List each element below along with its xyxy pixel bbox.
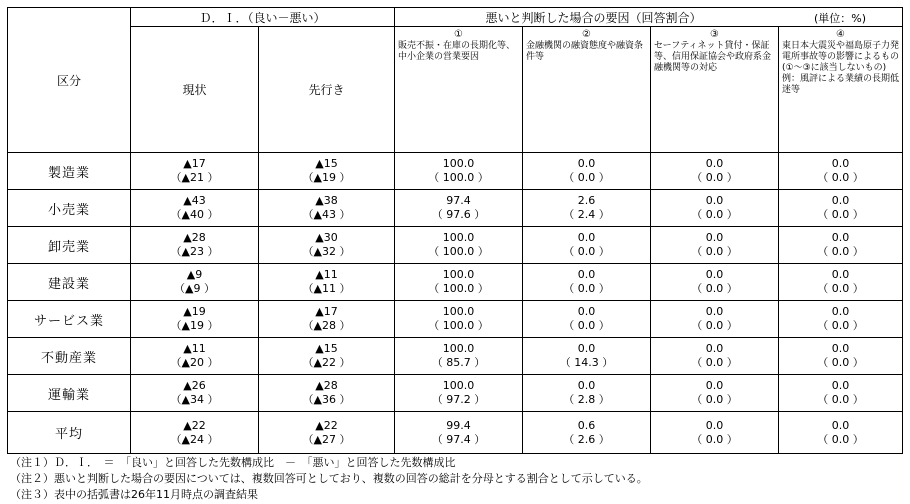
table-row	[8, 301, 903, 338]
reason-title: 悪いと判断した場合の要因（回答割合）	[485, 10, 702, 25]
di-header: Ｄ．Ｉ．（良い－悪い）	[131, 8, 395, 27]
cell-future-previous: （▲28 ）	[302, 319, 351, 332]
cell-future-previous: （▲11 ）	[302, 282, 351, 295]
cell-future-current: ▲22	[315, 418, 338, 432]
cell-r4-current: 0.0	[831, 157, 850, 170]
table-row	[8, 190, 903, 227]
cell-future-previous: （▲27 ）	[302, 432, 351, 446]
cell-r4-previous: （ 0.0 ）	[817, 393, 864, 406]
cell-r3	[651, 375, 779, 412]
cell-r2	[523, 264, 651, 301]
table-row	[8, 412, 903, 454]
cell-r4-current: 0.0	[831, 231, 850, 244]
cell-future-previous: （▲43 ）	[302, 208, 351, 221]
reason-4-text: 東日本大震災や福島原子力発電所事故等の影響によるもの(①～③に該当しないもの) 例：風評による業績の長期低迷等	[782, 41, 900, 95]
cell-r4-previous: （ 0.0 ）	[817, 356, 864, 369]
cell-r4-current: 0.0	[831, 418, 850, 432]
row-category: 運輸業	[8, 375, 131, 412]
cell-future	[259, 412, 395, 454]
row-category: 卸売業	[8, 227, 131, 264]
table-row	[8, 375, 903, 412]
note-3: （注３）表中の括弧書は26年11月時点の調査結果	[10, 488, 258, 501]
cell-r2-current: 0.0	[577, 231, 596, 244]
cell-r4-previous: （ 0.0 ）	[817, 319, 864, 332]
cell-now-previous: （▲9 ）	[174, 282, 215, 295]
table-row	[8, 264, 903, 301]
cell-r1-previous: （ 100.0 ）	[428, 319, 489, 332]
cell-r1-previous: （ 85.7 ）	[431, 356, 486, 369]
reason-3-header	[651, 27, 779, 153]
cell-now-current: ▲22	[183, 418, 206, 432]
cell-future	[259, 338, 395, 375]
cell-r4	[779, 375, 903, 412]
cell-r3	[651, 190, 779, 227]
cell-r2-previous: （ 2.6 ）	[563, 432, 610, 446]
notes	[10, 455, 648, 503]
cell-r3	[651, 338, 779, 375]
cell-r4-previous: （ 0.0 ）	[817, 208, 864, 221]
cell-r3	[651, 264, 779, 301]
cell-r1	[395, 190, 523, 227]
cell-future-current: ▲38	[315, 194, 338, 207]
cell-r1-current: 100.0	[442, 231, 475, 244]
cell-r2-previous: （ 0.0 ）	[563, 282, 610, 295]
cell-r2	[523, 190, 651, 227]
category-header: 区分	[8, 8, 131, 153]
table-body	[8, 153, 903, 454]
reason-1-text: 販売不振・在庫の長期化等、中小企業の営業要因	[398, 41, 516, 62]
cell-now	[131, 375, 259, 412]
cell-r4	[779, 301, 903, 338]
cell-future-previous: （▲19 ）	[302, 171, 351, 184]
cell-r2-previous: （ 2.4 ）	[563, 208, 610, 221]
cell-r1-current: 100.0	[442, 268, 475, 281]
cell-now-previous: （▲34 ）	[170, 393, 219, 406]
cell-r1	[395, 375, 523, 412]
cell-r4	[779, 412, 903, 454]
cell-r3-previous: （ 0.0 ）	[691, 282, 738, 295]
cell-r3-current: 0.0	[705, 157, 724, 170]
cell-r3	[651, 412, 779, 454]
cell-future	[259, 190, 395, 227]
cell-r1-current: 100.0	[442, 305, 475, 318]
cell-r1	[395, 153, 523, 190]
cell-now-previous: （▲20 ）	[170, 356, 219, 369]
cell-now	[131, 338, 259, 375]
cell-r2	[523, 153, 651, 190]
cell-future	[259, 375, 395, 412]
cell-now-previous: （▲40 ）	[170, 208, 219, 221]
cell-r4	[779, 153, 903, 190]
row-category: 小売業	[8, 190, 131, 227]
cell-r2-current: 0.0	[577, 157, 596, 170]
cell-r1-current: 100.0	[442, 157, 475, 170]
table-row	[8, 227, 903, 264]
cell-now-previous: （▲24 ）	[170, 432, 219, 446]
cell-r2	[523, 338, 651, 375]
row-category: 不動産業	[8, 338, 131, 375]
cell-r4-current: 0.0	[831, 379, 850, 392]
cell-r1-current: 100.0	[442, 379, 475, 392]
cell-r2-current: 0.0	[577, 305, 596, 318]
reason-3-text: セーフティネット貸付・保証等、信用保証協会や政府系金融機関等の対応	[654, 41, 772, 73]
cell-r2-current: 0.0	[577, 379, 596, 392]
cell-r2-previous: （ 14.3 ）	[559, 356, 614, 369]
reason-2-number: ②	[582, 29, 591, 40]
cell-future	[259, 153, 395, 190]
cell-r2	[523, 301, 651, 338]
reason-2-text: 金融機関の融資態度や融資条件等	[526, 41, 644, 62]
cell-r4	[779, 338, 903, 375]
cell-now	[131, 190, 259, 227]
row-category: サービス業	[8, 301, 131, 338]
cell-now-current: ▲19	[183, 305, 206, 318]
cell-r1	[395, 412, 523, 454]
cell-future-previous: （▲36 ）	[302, 393, 351, 406]
cell-future-previous: （▲32 ）	[302, 245, 351, 258]
reason-3-number: ③	[710, 29, 719, 40]
table-row	[8, 153, 903, 190]
row-category: 製造業	[8, 153, 131, 190]
cell-future-current: ▲15	[315, 157, 338, 170]
cell-r2	[523, 375, 651, 412]
cell-now-current: ▲28	[183, 231, 206, 244]
cell-r1-previous: （ 100.0 ）	[428, 282, 489, 295]
cell-now	[131, 301, 259, 338]
cell-r4-current: 0.0	[831, 194, 850, 207]
cell-future	[259, 264, 395, 301]
cell-now-current: ▲9	[186, 268, 203, 281]
cell-now	[131, 227, 259, 264]
reason-2-header	[523, 27, 651, 153]
note-1: （注１）Ｄ．Ｉ． ＝ 「良い」と回答した先数構成比 － 「悪い」と回答した先数構成比	[10, 456, 456, 469]
cell-r3-previous: （ 0.0 ）	[691, 432, 738, 446]
cell-r2-previous: （ 0.0 ）	[563, 171, 610, 184]
cell-r2-previous: （ 2.8 ）	[563, 393, 610, 406]
cell-r2-current: 2.6	[577, 194, 596, 207]
cell-r3-previous: （ 0.0 ）	[691, 208, 738, 221]
cell-future	[259, 227, 395, 264]
cell-r1	[395, 338, 523, 375]
cell-r4-previous: （ 0.0 ）	[817, 245, 864, 258]
cell-r3	[651, 153, 779, 190]
cell-r2-previous: （ 0.0 ）	[563, 319, 610, 332]
cell-r3-previous: （ 0.0 ）	[691, 171, 738, 184]
cell-now-current: ▲11	[183, 342, 206, 355]
cell-r1	[395, 264, 523, 301]
cell-r1	[395, 301, 523, 338]
cell-future-current: ▲30	[315, 231, 338, 244]
cell-future-current: ▲15	[315, 342, 338, 355]
cell-r3-current: 0.0	[705, 268, 724, 281]
future-header: 先行き	[259, 27, 395, 153]
cell-r1	[395, 227, 523, 264]
cell-r3	[651, 227, 779, 264]
cell-r2-previous: （ 0.0 ）	[563, 245, 610, 258]
cell-now	[131, 412, 259, 454]
cell-r1-current: 97.4	[446, 194, 471, 207]
cell-r1-current: 99.4	[446, 418, 471, 432]
cell-now-previous: （▲19 ）	[170, 319, 219, 332]
cell-r4	[779, 190, 903, 227]
cell-r3-current: 0.0	[705, 194, 724, 207]
cell-r3-current: 0.0	[705, 342, 724, 355]
cell-r1-previous: （ 100.0 ）	[428, 171, 489, 184]
cell-r2	[523, 412, 651, 454]
reason-4-header	[779, 27, 903, 153]
cell-r3-current: 0.0	[705, 379, 724, 392]
cell-r3-previous: （ 0.0 ）	[691, 245, 738, 258]
cell-r4	[779, 227, 903, 264]
cell-r2-current: 0.6	[577, 418, 596, 432]
cell-now	[131, 153, 259, 190]
cell-future-current: ▲11	[315, 268, 338, 281]
reason-1-header	[395, 27, 523, 153]
cell-r3-current: 0.0	[705, 418, 724, 432]
cell-r1-previous: （ 97.6 ）	[431, 208, 486, 221]
cell-future	[259, 301, 395, 338]
cell-r4-current: 0.0	[831, 342, 850, 355]
unit-label: (単位：%)	[813, 12, 867, 25]
cell-r4	[779, 264, 903, 301]
cell-r2-current: 0.0	[577, 268, 596, 281]
cell-r1-current: 100.0	[442, 342, 475, 355]
cell-r4-previous: （ 0.0 ）	[817, 432, 864, 446]
cell-now-previous: （▲21 ）	[170, 171, 219, 184]
cell-r1-previous: （ 97.2 ）	[431, 393, 486, 406]
now-header: 現状	[131, 27, 259, 153]
cell-now-current: ▲43	[183, 194, 206, 207]
cell-r3	[651, 301, 779, 338]
reason-4-number: ④	[836, 29, 845, 40]
cell-r3-current: 0.0	[705, 231, 724, 244]
cell-r4-previous: （ 0.0 ）	[817, 282, 864, 295]
cell-r4-previous: （ 0.0 ）	[817, 171, 864, 184]
di-table	[7, 7, 903, 454]
row-category: 建設業	[8, 264, 131, 301]
cell-r1-previous: （ 100.0 ）	[428, 245, 489, 258]
cell-future-current: ▲28	[315, 379, 338, 392]
cell-r4-current: 0.0	[831, 268, 850, 281]
cell-future-previous: （▲22 ）	[302, 356, 351, 369]
cell-now-current: ▲26	[183, 379, 206, 392]
reason-1-number: ①	[454, 29, 463, 40]
cell-r3-previous: （ 0.0 ）	[691, 319, 738, 332]
cell-r2	[523, 227, 651, 264]
note-2: （注２）悪いと判断した場合の要因については、複数回答可としており、複数の回答の総計を分母とする割合として示している。	[10, 472, 648, 485]
cell-r1-previous: （ 97.4 ）	[431, 432, 486, 446]
cell-r3-current: 0.0	[705, 305, 724, 318]
cell-now-previous: （▲23 ）	[170, 245, 219, 258]
cell-r4-current: 0.0	[831, 305, 850, 318]
cell-r2-current: 0.0	[577, 342, 596, 355]
table-row	[8, 338, 903, 375]
cell-now-current: ▲17	[183, 157, 206, 170]
cell-future-current: ▲17	[315, 305, 338, 318]
cell-r3-previous: （ 0.0 ）	[691, 393, 738, 406]
reason-header	[395, 8, 903, 27]
cell-now	[131, 264, 259, 301]
cell-r3-previous: （ 0.0 ）	[691, 356, 738, 369]
row-category: 平均	[8, 412, 131, 454]
